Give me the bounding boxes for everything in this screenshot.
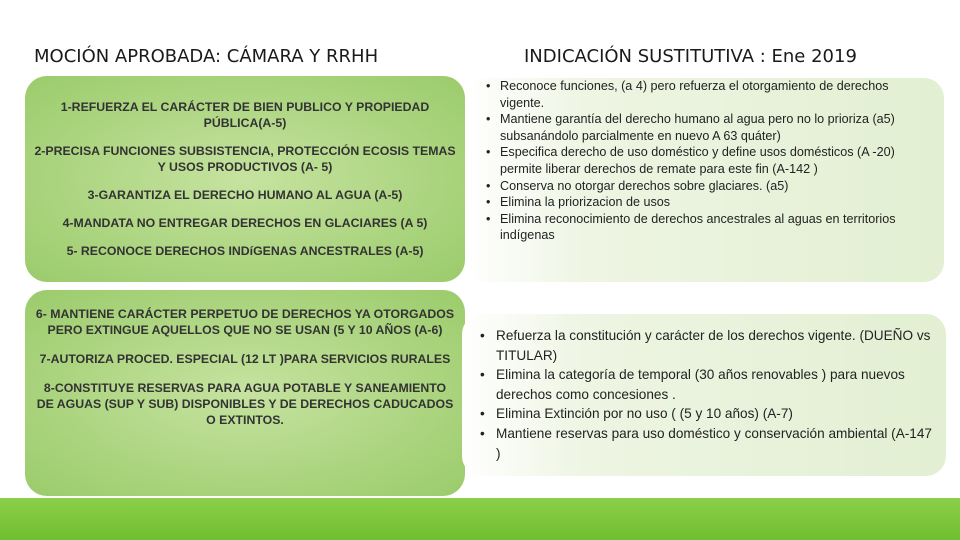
- motion-item-8: 8-CONSTITUYE RESERVAS PARA AGUA POTABLE Y SANEAMIENTO DE AGUAS (SUP Y SUB) DISPONIBLES Y DE DERECHOS CADUCADOS O EXTINTOS.: [36, 381, 454, 427]
- motion-item-6: 6- MANTIENE CARÁCTER PERPETUO DE DERECHOS YA OTORGADOS PERO EXTINGUE AQUELLOS QUE NO SE USAN (5 Y 10 AÑOS (A-6): [35, 307, 455, 337]
- indication-item-10: • Mantiene reservas para uso doméstico y conservación ambiental (A-147 ): [478, 424, 936, 463]
- indication-item-8: • Elimina la categoría de temporal (30 años renovables ) para nuevos derechos como concesiones .: [478, 365, 936, 404]
- left-heading: MOCIÓN APROBADA: CÁMARA Y RRHH: [34, 46, 379, 67]
- indication-item-1: • Reconoce funciones, (a 4) pero refuerza el otorgamiento de derechos vigente.: [480, 78, 932, 111]
- indication-item-2: • Mantiene garantía del derecho humano al agua pero no lo prioriza (a5) subsanándolo parcialmente en nuevo A 63 quáter): [480, 111, 932, 144]
- indication-list-top: [480, 78, 932, 244]
- motion-item-5: 5- RECONOCE DERECHOS INDíGENAS ANCESTRALES (A-5): [66, 244, 424, 258]
- motion-item-4: 4-MANDATA NO ENTREGAR DERECHOS EN GLACIARES (A 5): [62, 216, 428, 230]
- indication-list-bottom: [478, 326, 936, 463]
- indication-item-3: • Especifica derecho de uso doméstico y define usos domésticos (A -20) permite liberar derechos de remate para este fin (A-142 ): [480, 144, 932, 177]
- indication-item-9: • Elimina Extinción por no uso ( (5 y 10 años) (A-7): [478, 404, 936, 424]
- indication-item-5: • Elimina la priorizacion de usos: [480, 194, 932, 211]
- substitute-indication-panel-bottom: [462, 314, 946, 476]
- indication-item-7: • Refuerza la constitución y carácter de los derechos vigente. (DUEÑO vs TITULAR): [478, 326, 936, 365]
- motion-item-2: 2-PRECISA FUNCIONES SUBSISTENCIA, PROTECCIÓN ECOSIS TEMAS Y USOS PRODUCTIVOS (A- 5): [34, 144, 456, 174]
- indication-item-4: • Conserva no otorgar derechos sobre glaciares. (a5): [480, 178, 932, 195]
- substitute-indication-panel-top: [466, 78, 944, 282]
- indication-item-6: • Elimina reconocimiento de derechos ancestrales al aguas en territorios indígenas: [480, 211, 932, 244]
- motion-item-1: 1-REFUERZA EL CARÁCTER DE BIEN PUBLICO Y PROPIEDAD PÚBLICA(A-5): [60, 100, 430, 130]
- motion-item-7: 7-AUTORIZA PROCED. ESPECIAL (12 LT )PARA SERVICIOS RURALES: [39, 352, 451, 366]
- motion-item-3: 3-GARANTIZA EL DERECHO HUMANO AL AGUA (A-5): [87, 188, 403, 202]
- approved-motion-panel-bottom: [25, 290, 465, 496]
- footer-green-bar: [0, 498, 960, 540]
- right-heading: INDICACIÓN SUSTITUTIVA : Ene 2019: [524, 46, 857, 67]
- approved-motion-panel-top: [25, 76, 465, 282]
